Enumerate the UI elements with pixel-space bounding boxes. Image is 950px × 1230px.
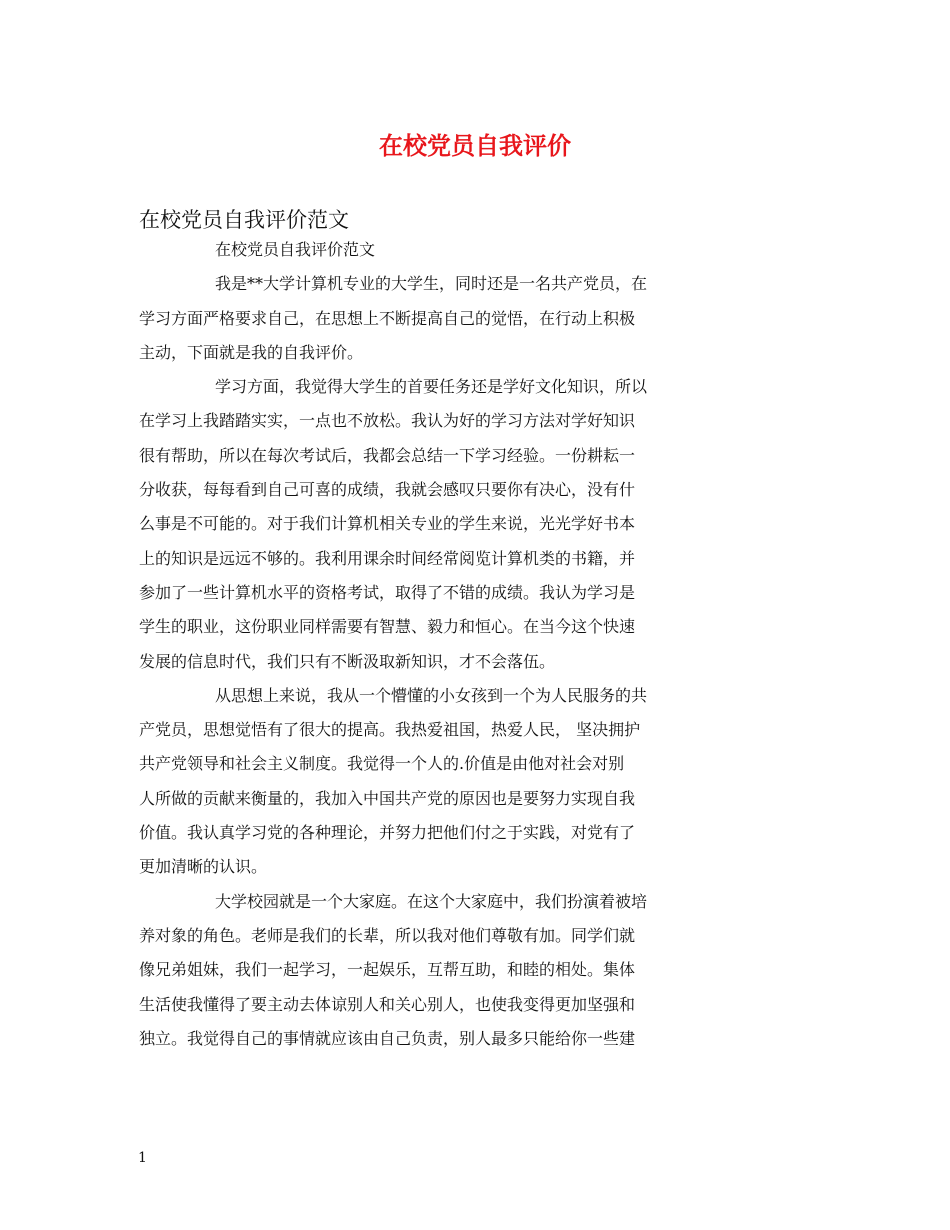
text-line: 上的知识是远远不够的。我利用课余时间经常阅览计算机类的书籍，并 bbox=[139, 548, 636, 568]
text-line: 大学校园就是一个大家庭。在这个大家庭中，我们扮演着被培 bbox=[215, 891, 648, 911]
page-title: 在校党员自我评价 bbox=[379, 131, 571, 160]
text-line: 学习方面，我觉得大学生的首要任务还是学好文化知识，所以 bbox=[215, 377, 648, 397]
text-line: 养对象的角色。老师是我们的长辈，所以我对他们尊敬有加。同学们就 bbox=[139, 925, 636, 945]
paragraph bbox=[139, 237, 812, 271]
text-line: 参加了一些计算机水平的资格考试，取得了不错的成绩。我认为学习是 bbox=[139, 582, 636, 602]
text-line: 生活使我懂得了要主动去体谅别人和关心别人，也使我变得更加坚强和 bbox=[139, 994, 636, 1014]
text-line: 人所做的贡献来衡量的，我加入中国共产党的原因也是要努力实现自我 bbox=[139, 788, 636, 808]
text-line: 在学习上我踏踏实实，一点也不放松。我认为好的学习方法对学好知识 bbox=[139, 411, 636, 431]
text-line: 产党员，思想觉悟有了很大的提高。我热爱祖国，热爱人民， 坚决拥护 bbox=[139, 720, 641, 740]
text-line: 主动，下面就是我的自我评价。 bbox=[139, 342, 364, 362]
paragraph bbox=[139, 374, 812, 683]
text-line: 发展的信息时代，我们只有不断汲取新知识，才不会落伍。 bbox=[139, 651, 556, 671]
text-line: 像兄弟姐妹，我们一起学习，一起娱乐，互帮互助，和睦的相处。集体 bbox=[139, 960, 636, 980]
paragraph bbox=[139, 271, 812, 374]
text-line: 从思想上来说，我从一个懵懂的小女孩到一个为人民服务的共 bbox=[215, 685, 648, 705]
text-line: 很有帮助，所以在每次考试后，我都会总结一下学习经验。一份耕耘一 bbox=[139, 445, 636, 465]
document-subtitle: 在校党员自我评价范文 bbox=[139, 208, 349, 232]
text-line: 么事是不可能的。对于我们计算机相关专业的学生来说，光光学好书本 bbox=[139, 514, 636, 534]
text-line: 分收获，每每看到自己可喜的成绩，我就会感叹只要你有决心，没有什 bbox=[139, 480, 636, 500]
text-line: 学生的职业，这份职业同样需要有智慧、毅力和恒心。在当今这个快速 bbox=[139, 617, 636, 637]
paragraph bbox=[139, 889, 812, 1060]
text-line: 我是**大学计算机专业的大学生，同时还是一名共产党员，在 bbox=[215, 274, 648, 294]
text-line: 学习方面严格要求自己，在思想上不断提高自己的觉悟，在行动上积极 bbox=[139, 308, 636, 328]
text-line: 更加清晰的认识。 bbox=[139, 857, 268, 877]
text-line: 在校党员自我评价范文 bbox=[215, 240, 376, 259]
text-line: 价值。我认真学习党的各种理论，并努力把他们付之于实践，对党有了 bbox=[139, 823, 636, 843]
document-body bbox=[139, 237, 812, 1060]
page-number: 1 bbox=[138, 1150, 147, 1166]
paragraph bbox=[139, 683, 812, 889]
text-line: 共产党领导和社会主义制度。我觉得一个人的.价值是由他对社会对别 bbox=[139, 754, 625, 774]
text-line: 独立。我觉得自己的事情就应该由自己负责，别人最多只能给你一些建 bbox=[139, 1028, 636, 1048]
